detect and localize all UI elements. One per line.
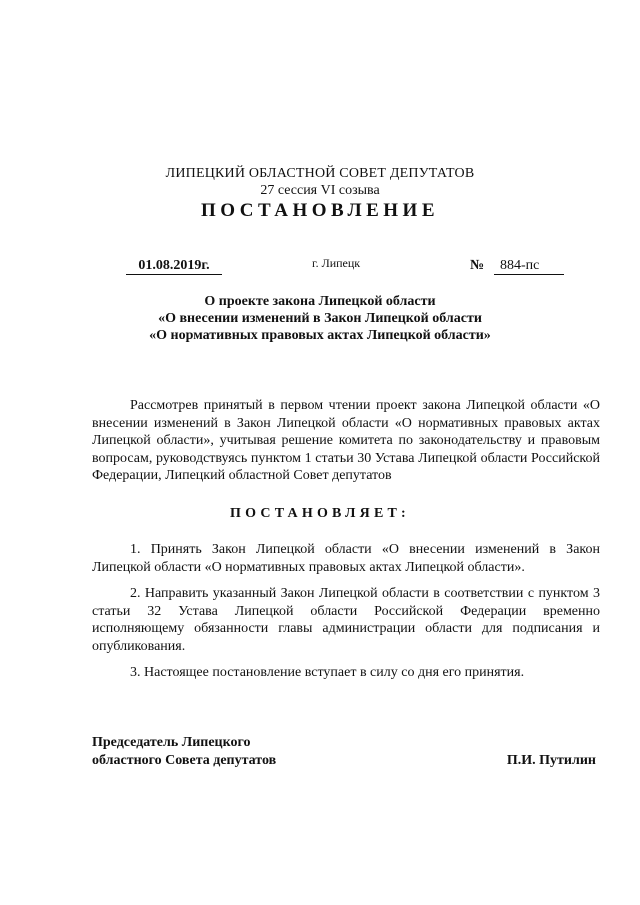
session-info: 27 сессия VI созыва [260, 183, 380, 198]
document-title-line-1: О проекте закона Липецкой области [204, 294, 436, 309]
preamble-text: Рассмотрев принятый в первом чтении проект закона Липецкой области «О внесении изменений в Закон Липецкой области «О нормативных правовых актах Липецкой области», учитывая решение комитета по законодательству и правовым вопросам, руководствуясь пунктом 1 статьи 30 Устава Липецкой области Российской Федерации, Липецкий областной Совет депутатов [92, 398, 600, 483]
signatory-position-line-1: Председатель Липецкого [92, 735, 251, 750]
resolution-item-3-text: 3. Настоящее постановление вступает в силу со дня его принятия. [130, 665, 525, 680]
document-type: ПОСТАНОВЛЕНИЕ [200, 200, 440, 221]
document-number: 884-пс [494, 258, 564, 275]
resolution-item-3 [92, 664, 600, 682]
document-city: г. Липецк [312, 256, 361, 270]
resolution-item-1-text: 1. Принять Закон Липецкой области «О внесении изменений в Закон Липецкой области «О нормативных правовых актах Липецкой области». [92, 542, 600, 575]
document-title-line-2: «О внесении изменений в Закон Липецкой области [158, 311, 482, 326]
resolution-item-2 [92, 585, 600, 655]
document-date: 01.08.2019г. [126, 258, 222, 275]
resolution-item-2-text: 2. Направить указанный Закон Липецкой области в соответствии с пунктом 3 статьи 32 Устава Липецкой области Российской Федерации временно исполняющему обязанности главы администрации области для подписания и опубликования. [92, 586, 600, 654]
signatory-position-line-2: областного Совета депутатов [92, 753, 277, 768]
number-sign: № [470, 258, 485, 273]
preamble-paragraph [92, 397, 600, 485]
document-title-line-3: «О нормативных правовых актах Липецкой области» [149, 328, 491, 343]
signatory-name: П.И. Путилин [506, 753, 596, 768]
signatory-position [92, 734, 276, 770]
decides-heading: ПОСТАНОВЛЯЕТ: [230, 506, 410, 521]
council-name: ЛИПЕЦКИЙ ОБЛАСТНОЙ СОВЕТ ДЕПУТАТОВ [165, 166, 475, 181]
resolution-item-1 [92, 541, 600, 576]
